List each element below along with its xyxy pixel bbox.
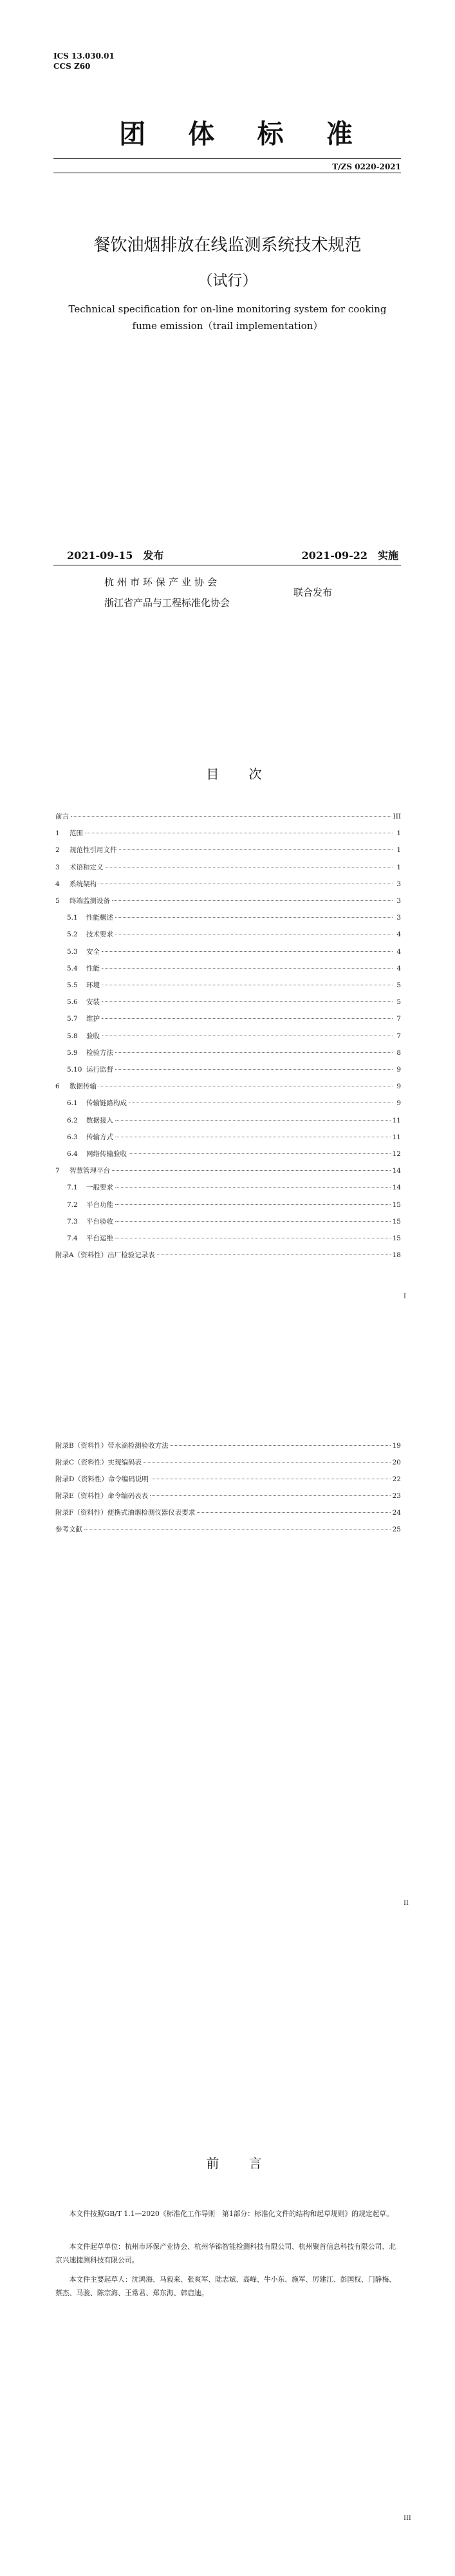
toc-leader-dots (102, 1001, 393, 1002)
toc-leader-dots (112, 1170, 391, 1171)
toc-entry-text: 传输方式 (86, 1133, 113, 1141)
toc-entry-label (55, 1098, 127, 1108)
toc-entry[interactable] (55, 1508, 401, 1517)
toc-entry-number: 5.4 (67, 964, 78, 972)
toc-entry-number: 5.8 (67, 1032, 78, 1040)
toc-entry-label (55, 896, 110, 905)
toc-entry[interactable] (55, 845, 401, 855)
ics-code: ICS 13.030.01 CCS Z60 (53, 52, 115, 71)
issue-date: 2021-09-15 发布 (67, 549, 164, 562)
toc-entry[interactable] (55, 1031, 401, 1041)
toc-entry-number: 5.7 (67, 1015, 78, 1023)
document-subtitle-zh: （试行） (198, 272, 257, 289)
toc-entry-text: 维护 (86, 1015, 100, 1023)
toc-entry-label (55, 1491, 148, 1501)
toc-entry-number: 7.4 (67, 1235, 78, 1242)
toc-entry-label (55, 1014, 100, 1023)
toc-entry-text: 平台功能 (86, 1200, 113, 1209)
toc-entry-text: 检验方法 (86, 1048, 113, 1057)
toc-entry-page: 4 (396, 964, 401, 972)
toc-leader-dots (129, 1153, 391, 1154)
toc-entry-page: 1 (396, 829, 401, 838)
toc-entry-page: 15 (392, 1200, 401, 1209)
toc-entry-number: 5.3 (67, 947, 78, 956)
toc-entry[interactable] (55, 1048, 401, 1057)
toc-entry-page: 20 (392, 1459, 401, 1466)
toc-leader-dots (171, 1445, 391, 1446)
toc-entry-text: 附录C（资料性）实现编码表 (55, 1459, 142, 1466)
toc-entry-text: 智慧管理平台 (70, 1167, 110, 1175)
toc-entry[interactable] (55, 1115, 401, 1125)
toc-leader-dots (144, 1462, 391, 1463)
toc-entry-number: 6.3 (67, 1133, 78, 1141)
toc-entry-label (55, 811, 69, 821)
toc-entry-number: 5.10 (67, 1066, 82, 1074)
toc-entry-number: 2 (55, 846, 60, 855)
toc-entry[interactable] (55, 1233, 401, 1243)
toc-entry-text: 网络传输验收 (86, 1150, 127, 1158)
toc-entry-text: 数据接入 (86, 1116, 113, 1124)
toc-entry-page: 14 (392, 1167, 401, 1175)
toc-leader-dots (150, 1495, 390, 1496)
foreword-heading: 前 言 (206, 2155, 275, 2171)
toc-entry-page: 7 (396, 1015, 401, 1023)
toc-entry[interactable] (55, 963, 401, 973)
toc-leader-dots (115, 1221, 391, 1222)
toc-entry-page: 11 (392, 1116, 401, 1124)
toc-entry-label (55, 1182, 113, 1192)
toc-entry-text: 附录D（资料性）命令编码说明 (55, 1475, 149, 1483)
toc-entry-label (55, 1524, 82, 1534)
toc-entry-label (55, 1132, 113, 1142)
page-number: II (404, 1900, 409, 1907)
toc-entry-text: 终端监测设备 (70, 897, 110, 905)
toc-leader-dots (115, 1052, 393, 1053)
toc-entry-number: 5.6 (67, 998, 78, 1007)
toc-entry-label (55, 1457, 142, 1467)
toc-entry-page: 18 (392, 1251, 401, 1260)
toc-entry[interactable] (55, 1182, 401, 1192)
toc-entry-label (55, 1031, 100, 1041)
toc-leader-dots (115, 917, 393, 918)
toc-entry-label (55, 1474, 149, 1484)
toc-entry-page: 19 (392, 1442, 401, 1450)
toc-leader-dots (71, 816, 391, 817)
toc-entry-text: 参考文献 (55, 1526, 82, 1533)
standard-number: T/ZS 0220-2021 (332, 162, 401, 171)
toc-entry-number: 7.2 (67, 1200, 78, 1209)
toc-entry-label (55, 1115, 113, 1125)
toc-entry-label (55, 862, 104, 872)
toc-entry-page: 24 (392, 1509, 401, 1517)
toc-entry-label (55, 963, 100, 973)
implementation-date: 2021-09-22 实施 (301, 549, 398, 562)
toc-leader-dots (102, 968, 393, 969)
publisher-1: 杭州市环保产业协会 (104, 576, 221, 588)
toc-entry-page: 1 (396, 863, 401, 871)
toc-entry-label (55, 1081, 97, 1091)
toc-entry-label (55, 1508, 195, 1517)
toc-entry[interactable] (55, 947, 401, 956)
toc-leader-dots (112, 900, 393, 901)
toc-entry-page: 9 (396, 1066, 401, 1074)
toc-entry[interactable] (55, 1098, 401, 1108)
toc-entry-page: 11 (392, 1133, 401, 1141)
toc-entry-page: 14 (392, 1184, 401, 1192)
toc-entry[interactable] (55, 929, 401, 939)
toc-entry[interactable] (55, 1081, 401, 1091)
toc-entry-page: 4 (396, 931, 401, 939)
toc-entry[interactable] (55, 1491, 401, 1501)
toc-entry-page: 9 (396, 1099, 401, 1108)
toc-entry[interactable] (55, 1014, 401, 1023)
toc-entry-text: 一般要求 (86, 1184, 113, 1192)
foreword-paragraph: 本文件主要起草人：沈鸿海、马毅来、张爽军、陆志斌、高峰、牛小东、施军、厉建江、彭国权、门静梅、蔡杰、马骏、陈宗海、王常君、郑东海、韩启迪。 (55, 2275, 396, 2297)
toc-entry-number: 1 (55, 829, 60, 838)
toc-entry[interactable] (55, 862, 401, 872)
toc-entry-number: 4 (55, 880, 60, 888)
toc-entry-number: 7.1 (67, 1184, 78, 1192)
toc-entry-page: III (393, 813, 401, 820)
toc-entry-page: 9 (396, 1083, 401, 1091)
toc-entry-number: 7 (55, 1167, 60, 1175)
toc-entry-text: 安装 (86, 998, 100, 1007)
toc-entry-text: 技术要求 (86, 931, 113, 939)
toc-entry-label (55, 828, 83, 838)
toc-entry-number: 6.4 (67, 1150, 78, 1158)
toc-entry-number: 6.2 (67, 1116, 78, 1124)
toc-entry-page: 5 (396, 981, 401, 989)
toc-entry-label (55, 1233, 113, 1243)
toc-entry[interactable] (55, 1166, 401, 1175)
toc-entry-text: 附录E（资料性）命令编码表表 (55, 1492, 149, 1500)
toc-entry-text: 验收 (86, 1032, 100, 1040)
toc-entry[interactable] (55, 811, 401, 821)
toc-entry[interactable] (55, 1474, 401, 1484)
toc-entry-text: 性能概述 (86, 914, 113, 922)
toc-entry[interactable] (55, 879, 401, 889)
toc-entry-label (55, 929, 113, 939)
toc-entry-page: 8 (396, 1048, 401, 1057)
toc-entry-label (55, 879, 97, 889)
toc-entry-number: 5 (55, 897, 60, 905)
toc-entry-text: 术语和定义 (70, 863, 104, 871)
toc-entry-label (55, 1217, 113, 1226)
toc-entry-page: 5 (396, 998, 401, 1007)
toc-entry-label (55, 1200, 113, 1209)
toc-entry-text: 传输链路构成 (86, 1099, 127, 1108)
toc-entry-number: 6 (55, 1083, 60, 1091)
toc-entry-number: 3 (55, 863, 60, 871)
toc-entry[interactable] (55, 1149, 401, 1159)
toc-entry-label (55, 845, 117, 855)
toc-entry-page: 3 (396, 880, 401, 888)
toc-entry[interactable] (55, 913, 401, 922)
toc-entry[interactable] (55, 1524, 401, 1534)
toc-leader-dots (115, 1120, 391, 1121)
toc-entry-text: 附录A（资料性）出厂检验记录表 (55, 1251, 155, 1260)
toc-entry-page: 7 (396, 1032, 401, 1040)
toc-entry[interactable] (55, 1132, 401, 1142)
toc-entry-number: 5.1 (67, 914, 78, 922)
toc-entry-text: 系统架构 (70, 880, 97, 888)
toc-entry[interactable] (55, 1250, 401, 1260)
page-number: III (404, 2515, 411, 2522)
toc-leader-dots (102, 1018, 393, 1019)
header-rule (53, 158, 401, 159)
toc-entry[interactable] (55, 980, 401, 990)
toc-heading: 目 次 (206, 766, 275, 782)
toc-entry-text: 数据传输 (70, 1083, 97, 1091)
toc-entry-page: 12 (392, 1150, 401, 1158)
toc-entry-label (55, 947, 100, 956)
standard-type-title: 团 体 标 准 (119, 118, 369, 149)
toc-entry-text: 运行监督 (86, 1066, 113, 1074)
toc-entry-label (55, 997, 100, 1007)
toc-entry[interactable] (55, 1065, 401, 1074)
document-title-en: Technical specification for on-line monitoring system for cooking fume emission（trail implementation） (68, 303, 387, 332)
page-number: I (404, 1293, 406, 1300)
toc-entry-text: 附录F（资料性）便携式油烟检测仪器仪表要求 (55, 1509, 196, 1517)
toc-entry-number: 5.2 (67, 931, 78, 939)
toc-entry-text: 附录B（资料性）带水滴检测验收方法 (55, 1442, 169, 1450)
toc-entry-page: 4 (396, 947, 401, 956)
toc-entry-number: 5.5 (67, 981, 78, 989)
toc-entry-number: 6.1 (67, 1099, 78, 1108)
toc-leader-dots (102, 951, 393, 952)
toc-entry-label (55, 1250, 155, 1260)
toc-leader-dots (115, 1187, 391, 1188)
toc-entry-text: 环境 (86, 981, 100, 989)
toc-entry-label (55, 1065, 113, 1074)
toc-entry[interactable] (55, 828, 401, 838)
toc-entry-text: 平台运维 (86, 1235, 113, 1242)
toc-entry[interactable] (55, 1457, 401, 1467)
toc-entry-page: 1 (396, 846, 401, 855)
foreword-paragraph: 本文件按照GB/T 1.1—2020《标准化工作导则 第1部分：标准化文件的结构和起草规则》的规定起草。 (69, 2210, 394, 2218)
publisher-2: 浙江省产品与工程标准化协会 (104, 597, 230, 609)
toc-entry-label (55, 1166, 110, 1175)
toc-entry-text: 规范性引用文件 (70, 846, 117, 855)
toc-leader-dots (115, 1204, 391, 1205)
toc-entry-number: 7.3 (67, 1217, 78, 1226)
toc-leader-dots (197, 1512, 390, 1513)
toc-entry-label (55, 913, 113, 922)
toc-entry[interactable] (55, 1217, 401, 1226)
toc-entry-text: 安全 (86, 947, 100, 956)
toc-entry-number: 5.9 (67, 1048, 78, 1057)
publisher-suffix: 联合发布 (293, 587, 333, 598)
toc-entry[interactable] (55, 896, 401, 905)
toc-entry[interactable] (55, 997, 401, 1007)
toc-entry-label (55, 1441, 169, 1450)
toc-entry-page: 15 (392, 1217, 401, 1226)
toc-entry-text: 性能 (86, 964, 100, 972)
toc-entry-text: 平台验收 (86, 1217, 113, 1226)
toc-entry-page: 23 (392, 1492, 401, 1500)
toc-entry-page: 25 (392, 1526, 401, 1533)
foreword-paragraph: 本文件起草单位：杭州市环保产业协会、杭州华锦智能检测科技有限公司、杭州聚首信息科技有限公司、北京兴速捷测科技有限公司。 (55, 2242, 396, 2264)
toc-entry-label (55, 980, 100, 990)
toc-entry[interactable] (55, 1441, 401, 1450)
toc-leader-dots (84, 1529, 391, 1530)
toc-entry-label (55, 1048, 113, 1057)
toc-entry-page: 3 (396, 897, 401, 905)
toc-leader-dots (115, 1069, 393, 1070)
toc-entry-text: 前言 (55, 813, 69, 820)
document-title-zh: 餐饮油烟排放在线监测系统技术规范 (93, 236, 362, 255)
toc-entry-page: 3 (396, 914, 401, 922)
toc-leader-dots (119, 849, 393, 850)
toc-entry-page: 22 (392, 1475, 401, 1483)
toc-entry-label (55, 1149, 127, 1159)
toc-entry-page: 15 (392, 1235, 401, 1242)
toc-entry-text: 范围 (70, 829, 83, 838)
toc-entry[interactable] (55, 1200, 401, 1209)
